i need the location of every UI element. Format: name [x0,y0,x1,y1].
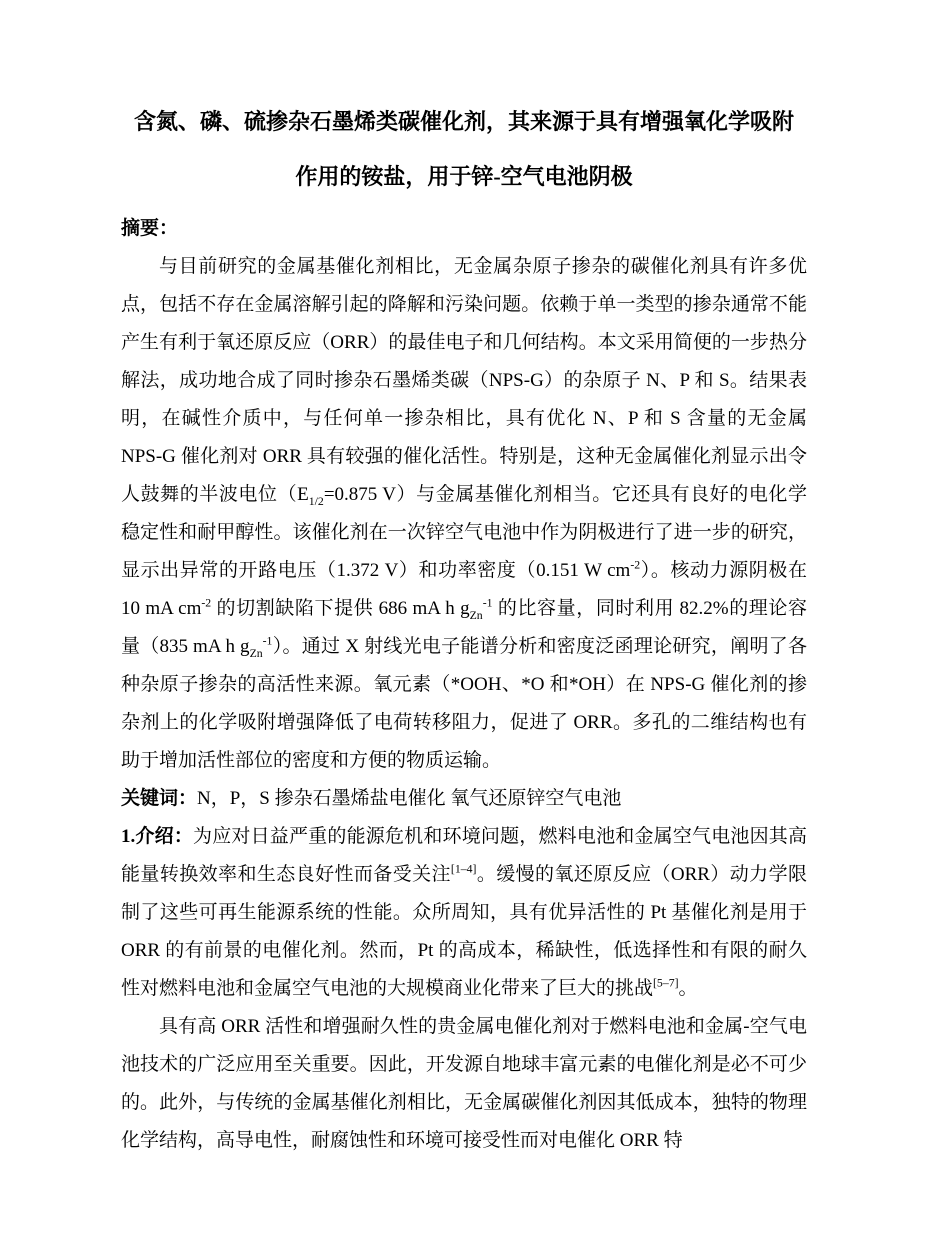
keywords-text: N，P，S 掺杂石墨烯盐电催化 氧气还原锌空气电池 [197,788,622,809]
introduction-text: 为应对日益严重的能源危机和环境问题，燃料电池和金属空气电池因其高能量转换效率和生态良好性而备受关注[1–4]。缓慢的氧还原反应（ORR）动力学限制了这些可再生能源系统的性能。众所周知，具有优异活性的 Pt 基催化剂是用于 ORR 的有前景的电催化剂。然而，Pt 的高成本，稀缺性，低选择性和有限的耐久性对燃料电池和金属空气电池的大规模商业化带来了巨大的挑战[5–7]。 [121,826,807,999]
abstract-heading: 摘要： [121,218,179,239]
subscript-text: 1/2 [308,494,324,508]
superscript-text: -2 [630,558,641,572]
second-paragraph: 具有高 ORR 活性和增强耐久性的贵金属电催化剂对于燃料电池和金属-空气电池技术的广泛应用至关重要。因此，开发源自地球丰富元素的电催化剂是必不可少的。此外，与传统的金属基催化剂相比，无金属碳催化剂因其低成本，独特的物理化学结构，高导电性，耐腐蚀性和环境可接受性而对电催化 ORR 特 [121,1016,807,1151]
superscript-text: [1–4] [450,862,477,876]
subscript-text: Zn [249,646,263,660]
superscript-text: [5–7] [653,976,679,990]
paper-title-line-2: 作用的铵盐，用于锌-空气电池阴极 [295,164,633,189]
superscript-text: -1 [482,596,493,610]
abstract-paragraph: 与目前研究的金属基催化剂相比，无金属杂原子掺杂的碳催化剂具有许多优点，包括不存在金属溶解引起的降解和污染问题。依赖于单一类型的掺杂通常不能产生有利于氧还原反应（ORR）的最佳电子和几何结构。本文采用简便的一步热分解法，成功地合成了同时掺杂石墨烯类碳（NPS-G）的杂原子 N、P 和 S。结果表明，在碱性介质中，与任何单一掺杂相比，具有优化 N、P 和 S 含量的无金属 NPS-G 催化剂对 ORR 具有较强的催化活性。特别是，这种无金属催化剂显示出令人鼓舞的半波电位（$E_{1/2}=0.875$ V）与金属基催化剂相当。它还具有良好的电化学稳定性和耐甲醇性。该催化剂在一次锌空气电池中作为阴极进行了进一步的研究，显示出异常的开路电压（1.372 V）和功率密度（0.151 W $cm^{-2}$）。核动力源阴极在 10 mA $cm^{-2}$ 的切割缺陷下提供 686 mA h $g_{Zn}^{-1}$ 的比容量，同时利用 82.2%的理论容量（835 mA h $g_{Zn}^{-1}$）。通过 X 射线光电子能谱分析和密度泛函理论研究，阐明了各种杂原子掺杂的高活性来源。氧元素（*OOH、*O 和*OH）在 NPS-G 催化剂的掺杂剂上的化学吸附增强降低了电荷转移阻力，促进了 ORR。多孔的二维结构也有助于增加活性部位的密度和方便的物质运输。 [121,256,807,771]
subscript-text: Zn [469,608,483,622]
paper-title [121,94,807,204]
keywords-label: 关键词： [121,788,198,809]
superscript-text: -2 [201,596,212,610]
paper-title-line-1: 含氮、磷、硫掺杂石墨烯类碳催化剂，其来源于具有增强氧化学吸附 [133,109,794,134]
superscript-text: -1 [262,634,273,648]
introduction-heading: 1.介绍： [121,826,194,847]
keywords-line [121,780,807,818]
introduction-paragraph [121,818,807,1008]
